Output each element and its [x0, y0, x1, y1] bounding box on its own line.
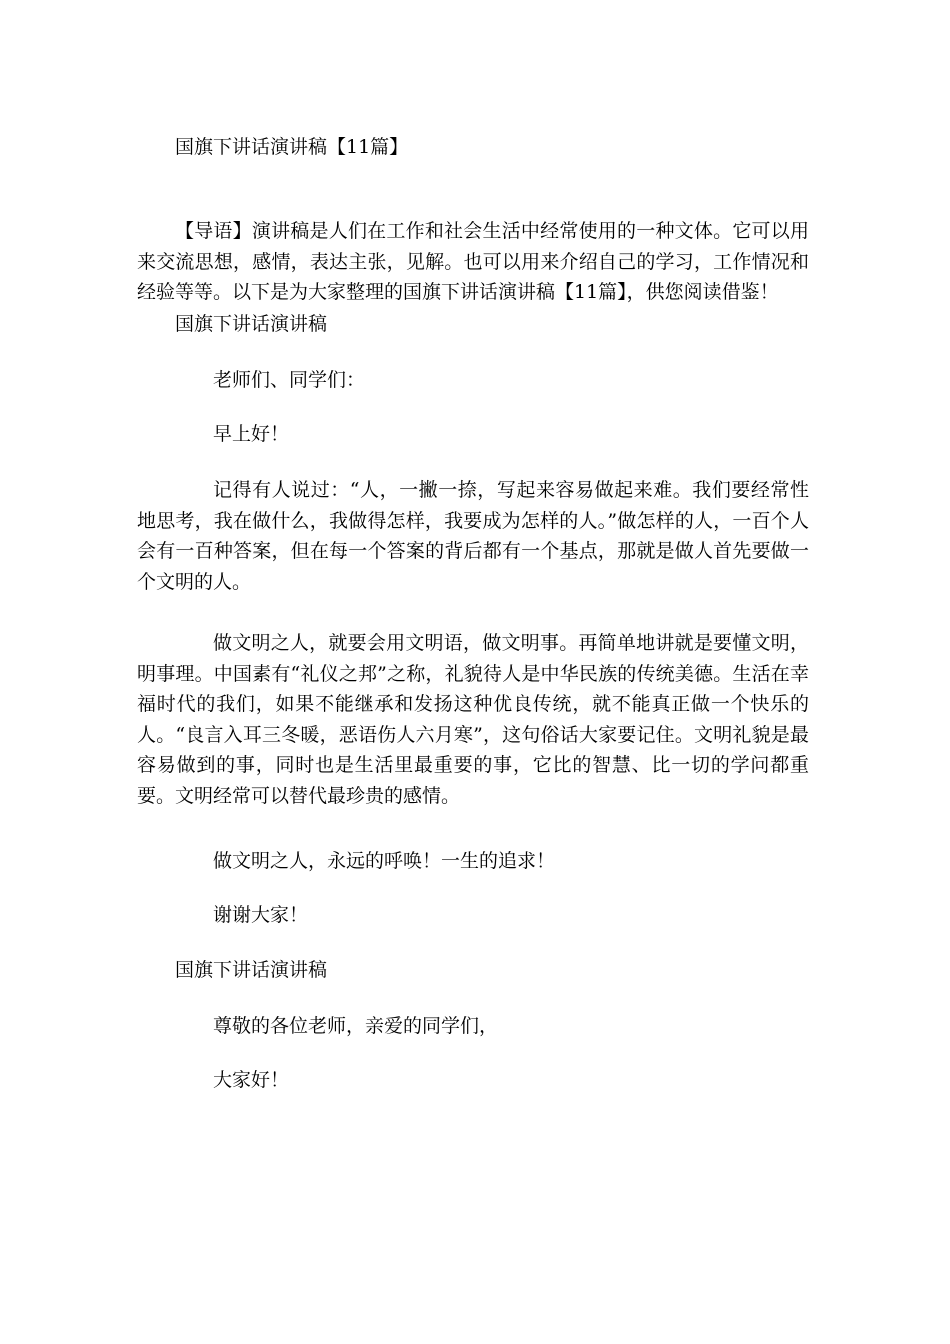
speech-2-heading: 国旗下讲话演讲稿: [175, 959, 328, 981]
speech-1-closing: 做文明之人，永远的呼唤！一生的追求！: [213, 850, 556, 872]
intro-paragraph: 【导语】演讲稿是人们在工作和社会生活中经常使用的一种文体。它可以用来交流思想，感情，表达主张，见解。也可以用来介绍自己的学习，工作情况和经验等等。以下是为大家整理的国旗下讲话演讲稿【11篇】，供您阅读借鉴！: [137, 220, 809, 303]
speech-1-thanks: 谢谢大家！: [213, 904, 309, 926]
speech-1-salutation: 老师们、同学们：: [213, 369, 366, 391]
speech-1-paragraph-1: 记得有人说过：“人，一撇一捺，写起来容易做起来难。我们要经常性地思考，我在做什么，我做得怎样，我要成为怎样的人。”做怎样的人，一百个人会有一百种答案，但在每一个答案的背后都有一个基点，那就是做人首先要做一个文明的人。: [137, 479, 809, 593]
document-title: 国旗下讲话演讲稿【11篇】: [175, 136, 409, 158]
speech-1-greeting: 早上好！: [213, 423, 290, 445]
speech-1-heading: 国旗下讲话演讲稿: [175, 313, 328, 335]
speech-1-paragraph-2: 做文明之人，就要会用文明语，做文明事。再简单地讲就是要懂文明，明事理。中国素有“礼仪之邦”之称，礼貌待人是中华民族的传统美德。生活在幸福时代的我们，如果不能继承和发扬这种优良传统，就不能真正做一个快乐的人。“良言入耳三冬暖，恶语伤人六月寒”，这句俗话大家要记住。文明礼貌是最容易做到的事，同时也是生活里最重要的事，它比的智慧、比一切的学问都重要。文明经常可以替代最珍贵的感情。: [137, 632, 809, 807]
speech-2-salutation: 尊敬的各位老师，亲爱的同学们，: [213, 1015, 499, 1037]
speech-2-greeting: 大家好！: [213, 1069, 290, 1091]
